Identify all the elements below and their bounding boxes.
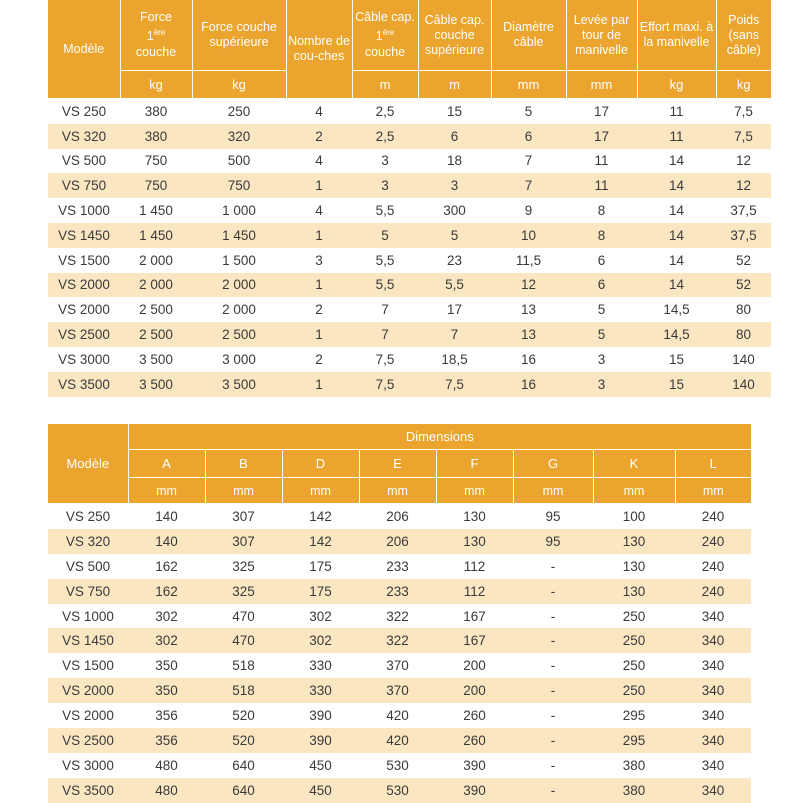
model-cell: VS 3000 (48, 347, 120, 372)
value-cell: 640 (205, 753, 282, 778)
value-cell: 167 (436, 628, 513, 653)
unit-cell: mm (566, 71, 637, 99)
value-cell: 37,5 (716, 198, 771, 223)
dimensions-row (48, 653, 751, 678)
value-cell: 260 (436, 703, 513, 728)
specs-row (48, 223, 771, 248)
value-cell: 340 (675, 703, 751, 728)
value-cell: 7 (491, 149, 566, 174)
value-cell: 325 (205, 579, 282, 604)
value-cell: 140 (716, 372, 771, 397)
unit-cell: mm (436, 478, 513, 504)
unit-cell: kg (120, 71, 192, 99)
value-cell: 7,5 (352, 372, 418, 397)
value-cell: 250 (593, 604, 675, 629)
value-cell: 295 (593, 728, 675, 753)
value-cell: 95 (513, 529, 593, 554)
value-cell: 7 (352, 297, 418, 322)
value-cell: 390 (436, 753, 513, 778)
value-cell: 1 (286, 173, 352, 198)
unit-cell: mm (282, 478, 359, 504)
value-cell: 206 (359, 504, 436, 529)
unit-cell: m (418, 71, 491, 99)
value-cell: 2 (286, 124, 352, 149)
value-cell: 3 (352, 173, 418, 198)
value-cell: 250 (593, 678, 675, 703)
value-cell: 420 (359, 728, 436, 753)
value-cell: 380 (120, 124, 192, 149)
value-cell: 2 500 (120, 322, 192, 347)
value-cell: 5 (352, 223, 418, 248)
value-cell: 5 (418, 223, 491, 248)
specs-row (48, 248, 771, 273)
specs-row (48, 372, 771, 397)
value-cell: 370 (359, 653, 436, 678)
value-cell: 140 (128, 529, 205, 554)
value-cell: 140 (128, 504, 205, 529)
value-cell: 250 (593, 628, 675, 653)
value-cell: 640 (205, 778, 282, 803)
model-cell: VS 250 (48, 504, 128, 529)
value-cell: 13 (491, 322, 566, 347)
value-cell: 14 (637, 248, 716, 273)
cable-capacity-first-layer-header: Câble cap. 1ère couche (352, 0, 418, 71)
value-cell: 16 (491, 372, 566, 397)
value-cell: 750 (120, 149, 192, 174)
value-cell: 8 (566, 223, 637, 248)
value-cell: 15 (637, 372, 716, 397)
cable-capacity-top-layer-header: Câble cap. couche supérieure (418, 0, 491, 71)
value-cell: 233 (359, 554, 436, 579)
value-cell: 142 (282, 504, 359, 529)
value-cell: 200 (436, 653, 513, 678)
value-cell: - (513, 703, 593, 728)
value-cell: - (513, 653, 593, 678)
value-cell: 3 500 (120, 347, 192, 372)
dimensions-row (48, 579, 751, 604)
model-cell: VS 1500 (48, 653, 128, 678)
value-cell: 12 (491, 273, 566, 298)
value-cell: 1 450 (120, 223, 192, 248)
value-cell: 130 (593, 579, 675, 604)
value-cell: 350 (128, 678, 205, 703)
value-cell: 320 (192, 124, 286, 149)
model-cell: VS 500 (48, 554, 128, 579)
model-cell: VS 320 (48, 529, 128, 554)
dimensions-row (48, 529, 751, 554)
dimension-letter-header: D (282, 450, 359, 478)
value-cell: 1 (286, 223, 352, 248)
layer-count-header: Nombre de cou-ches (286, 0, 352, 99)
dimensions-header: Dimensions (128, 424, 751, 450)
value-cell: 2 500 (120, 297, 192, 322)
specs-row (48, 322, 771, 347)
model-cell: VS 2500 (48, 322, 120, 347)
value-cell: 80 (716, 322, 771, 347)
value-cell: 380 (593, 778, 675, 803)
specs-row (48, 99, 771, 124)
value-cell: 4 (286, 99, 352, 124)
value-cell: 6 (491, 124, 566, 149)
specs-row (48, 297, 771, 322)
specs-row (48, 173, 771, 198)
value-cell: 18,5 (418, 347, 491, 372)
value-cell: 17 (418, 297, 491, 322)
value-cell: 3 000 (192, 347, 286, 372)
value-cell: 3 (566, 347, 637, 372)
unit-cell: mm (491, 71, 566, 99)
value-cell: 7,5 (716, 124, 771, 149)
value-cell: 520 (205, 703, 282, 728)
value-cell: 80 (716, 297, 771, 322)
value-cell: 233 (359, 579, 436, 604)
specs-row (48, 124, 771, 149)
value-cell: 112 (436, 554, 513, 579)
value-cell: 500 (192, 149, 286, 174)
value-cell: 7 (352, 322, 418, 347)
unit-cell: kg (716, 71, 771, 99)
value-cell: 37,5 (716, 223, 771, 248)
value-cell: 14 (637, 273, 716, 298)
value-cell: 5,5 (352, 273, 418, 298)
value-cell: 3 (566, 372, 637, 397)
value-cell: 302 (128, 628, 205, 653)
unit-cell: kg (637, 71, 716, 99)
value-cell: 240 (675, 529, 751, 554)
value-cell: 7,5 (418, 372, 491, 397)
value-cell: 470 (205, 604, 282, 629)
value-cell: 95 (513, 504, 593, 529)
value-cell: 11,5 (491, 248, 566, 273)
value-cell: 6 (566, 273, 637, 298)
value-cell: 130 (593, 529, 675, 554)
value-cell: 130 (593, 554, 675, 579)
value-cell: 250 (192, 99, 286, 124)
value-cell: 162 (128, 554, 205, 579)
value-cell: - (513, 579, 593, 604)
value-cell: 5 (566, 322, 637, 347)
value-cell: 140 (716, 347, 771, 372)
value-cell: 340 (675, 628, 751, 653)
value-cell: 390 (282, 728, 359, 753)
specs-header-row (48, 0, 771, 71)
value-cell: 130 (436, 529, 513, 554)
value-cell: 8 (566, 198, 637, 223)
value-cell: 450 (282, 778, 359, 803)
value-cell: 52 (716, 273, 771, 298)
model-cell: VS 3500 (48, 778, 128, 803)
value-cell: 2 000 (120, 273, 192, 298)
value-cell: 1 (286, 322, 352, 347)
value-cell: 302 (128, 604, 205, 629)
value-cell: 14,5 (637, 322, 716, 347)
value-cell: 340 (675, 778, 751, 803)
model-cell: VS 320 (48, 124, 120, 149)
value-cell: 307 (205, 529, 282, 554)
model-cell: VS 2000 (48, 678, 128, 703)
value-cell: 15 (418, 99, 491, 124)
value-cell: 340 (675, 604, 751, 629)
value-cell: 17 (566, 99, 637, 124)
value-cell: 2 000 (120, 248, 192, 273)
value-cell: 14,5 (637, 297, 716, 322)
unit-cell: mm (675, 478, 751, 504)
value-cell: 18 (418, 149, 491, 174)
model-cell: VS 3000 (48, 753, 128, 778)
value-cell: 420 (359, 703, 436, 728)
value-cell: 2 000 (192, 273, 286, 298)
value-cell: 100 (593, 504, 675, 529)
unit-cell: mm (205, 478, 282, 504)
value-cell: 11 (566, 173, 637, 198)
value-cell: 5 (566, 297, 637, 322)
value-cell: 5,5 (352, 198, 418, 223)
dimensions-row (48, 778, 751, 803)
force-top-layer-header: Force couche supérieure (192, 0, 286, 71)
specs-row (48, 149, 771, 174)
unit-cell: mm (128, 478, 205, 504)
model-header: Modèle (48, 424, 128, 504)
value-cell: 11 (637, 124, 716, 149)
value-cell: 15 (637, 347, 716, 372)
value-cell: 250 (593, 653, 675, 678)
value-cell: 390 (282, 703, 359, 728)
value-cell: 750 (120, 173, 192, 198)
model-cell: VS 3500 (48, 372, 120, 397)
value-cell: 167 (436, 604, 513, 629)
dimensions-row (48, 628, 751, 653)
dimensions-table (48, 424, 751, 803)
value-cell: 6 (566, 248, 637, 273)
dimension-letter-header: L (675, 450, 751, 478)
value-cell: - (513, 753, 593, 778)
value-cell: 1 000 (192, 198, 286, 223)
winch-specs-table (48, 0, 771, 397)
model-cell: VS 2500 (48, 728, 128, 753)
value-cell: - (513, 678, 593, 703)
value-cell: 2 500 (192, 322, 286, 347)
specs-row (48, 198, 771, 223)
model-cell: VS 750 (48, 579, 128, 604)
model-cell: VS 2000 (48, 703, 128, 728)
dimension-units-row (48, 478, 751, 504)
dimension-letter-header: E (359, 450, 436, 478)
value-cell: 206 (359, 529, 436, 554)
value-cell: 530 (359, 753, 436, 778)
value-cell: 11 (637, 99, 716, 124)
value-cell: 175 (282, 579, 359, 604)
dimension-letter-header: F (436, 450, 513, 478)
value-cell: 390 (436, 778, 513, 803)
value-cell: 5,5 (352, 248, 418, 273)
value-cell: 52 (716, 248, 771, 273)
model-cell: VS 2000 (48, 297, 120, 322)
dimensions-row (48, 703, 751, 728)
value-cell: 13 (491, 297, 566, 322)
value-cell: 7,5 (716, 99, 771, 124)
dimensions-row (48, 728, 751, 753)
value-cell: 518 (205, 678, 282, 703)
dimensions-row (48, 554, 751, 579)
unit-cell: mm (359, 478, 436, 504)
unit-cell: mm (593, 478, 675, 504)
unit-cell: kg (192, 71, 286, 99)
specs-row (48, 273, 771, 298)
value-cell: 2 (286, 297, 352, 322)
value-cell: 240 (675, 579, 751, 604)
value-cell: 23 (418, 248, 491, 273)
value-cell: 450 (282, 753, 359, 778)
value-cell: 1 500 (192, 248, 286, 273)
value-cell: 5 (491, 99, 566, 124)
model-header: Modèle (48, 0, 120, 99)
value-cell: 2 (286, 347, 352, 372)
value-cell: 130 (436, 504, 513, 529)
value-cell: 14 (637, 149, 716, 174)
dimensions-row (48, 753, 751, 778)
value-cell: 470 (205, 628, 282, 653)
value-cell: 6 (418, 124, 491, 149)
value-cell: 340 (675, 728, 751, 753)
value-cell: 16 (491, 347, 566, 372)
value-cell: 175 (282, 554, 359, 579)
value-cell: 370 (359, 678, 436, 703)
cable-diameter-header: Diamètre câble (491, 0, 566, 71)
value-cell: 325 (205, 554, 282, 579)
value-cell: 260 (436, 728, 513, 753)
dimension-letter-header: K (593, 450, 675, 478)
value-cell: - (513, 728, 593, 753)
value-cell: 480 (128, 778, 205, 803)
value-cell: 340 (675, 753, 751, 778)
dimensions-row (48, 604, 751, 629)
value-cell: 10 (491, 223, 566, 248)
value-cell: 340 (675, 678, 751, 703)
value-cell: 7,5 (352, 347, 418, 372)
value-cell: - (513, 604, 593, 629)
dimensions-row (48, 678, 751, 703)
value-cell: 7 (491, 173, 566, 198)
model-cell: VS 750 (48, 173, 120, 198)
lift-per-turn-header: Levée par tour de manivelle (566, 0, 637, 71)
value-cell: 2,5 (352, 99, 418, 124)
value-cell: 322 (359, 604, 436, 629)
value-cell: 1 (286, 273, 352, 298)
value-cell: 330 (282, 678, 359, 703)
value-cell: 307 (205, 504, 282, 529)
value-cell: 518 (205, 653, 282, 678)
value-cell: 2 000 (192, 297, 286, 322)
value-cell: - (513, 554, 593, 579)
value-cell: 322 (359, 628, 436, 653)
value-cell: 162 (128, 579, 205, 604)
value-cell: 356 (128, 703, 205, 728)
value-cell: 3 500 (192, 372, 286, 397)
model-cell: VS 1000 (48, 604, 128, 629)
unit-cell: mm (513, 478, 593, 504)
model-cell: VS 1450 (48, 223, 120, 248)
value-cell: 2,5 (352, 124, 418, 149)
value-cell: 1 450 (120, 198, 192, 223)
value-cell: - (513, 778, 593, 803)
value-cell: 302 (282, 628, 359, 653)
value-cell: 350 (128, 653, 205, 678)
value-cell: 330 (282, 653, 359, 678)
value-cell: 14 (637, 223, 716, 248)
value-cell: 302 (282, 604, 359, 629)
value-cell: 12 (716, 149, 771, 174)
value-cell: 240 (675, 504, 751, 529)
value-cell: 530 (359, 778, 436, 803)
model-cell: VS 1500 (48, 248, 120, 273)
weight-header: Poids (sans câble) (716, 0, 771, 71)
dimension-letters-row (48, 450, 751, 478)
value-cell: 5,5 (418, 273, 491, 298)
value-cell: 1 450 (192, 223, 286, 248)
value-cell: 380 (120, 99, 192, 124)
dimension-letter-header: B (205, 450, 282, 478)
value-cell: 14 (637, 173, 716, 198)
value-cell: 380 (593, 753, 675, 778)
value-cell: 300 (418, 198, 491, 223)
value-cell: 200 (436, 678, 513, 703)
model-cell: VS 500 (48, 149, 120, 174)
value-cell: - (513, 628, 593, 653)
value-cell: 12 (716, 173, 771, 198)
value-cell: 112 (436, 579, 513, 604)
specs-row (48, 347, 771, 372)
dimension-letter-header: G (513, 450, 593, 478)
model-cell: VS 1450 (48, 628, 128, 653)
value-cell: 3 (418, 173, 491, 198)
value-cell: 9 (491, 198, 566, 223)
dimensions-group-row (48, 424, 751, 450)
value-cell: 240 (675, 554, 751, 579)
unit-cell: m (352, 71, 418, 99)
value-cell: 480 (128, 753, 205, 778)
value-cell: 3 (352, 149, 418, 174)
value-cell: 520 (205, 728, 282, 753)
value-cell: 14 (637, 198, 716, 223)
max-crank-effort-header: Effort maxi. à la manivelle (637, 0, 716, 71)
dimension-letter-header: A (128, 450, 205, 478)
value-cell: 1 (286, 372, 352, 397)
model-cell: VS 250 (48, 99, 120, 124)
model-cell: VS 2000 (48, 273, 120, 298)
value-cell: 340 (675, 653, 751, 678)
force-first-layer-header: Force 1ère couche (120, 0, 192, 71)
value-cell: 3 500 (120, 372, 192, 397)
value-cell: 4 (286, 198, 352, 223)
model-cell: VS 1000 (48, 198, 120, 223)
value-cell: 3 (286, 248, 352, 273)
value-cell: 142 (282, 529, 359, 554)
value-cell: 11 (566, 149, 637, 174)
value-cell: 295 (593, 703, 675, 728)
dimensions-row (48, 504, 751, 529)
value-cell: 4 (286, 149, 352, 174)
specs-unit-row (48, 71, 771, 99)
value-cell: 17 (566, 124, 637, 149)
value-cell: 356 (128, 728, 205, 753)
value-cell: 750 (192, 173, 286, 198)
value-cell: 7 (418, 322, 491, 347)
